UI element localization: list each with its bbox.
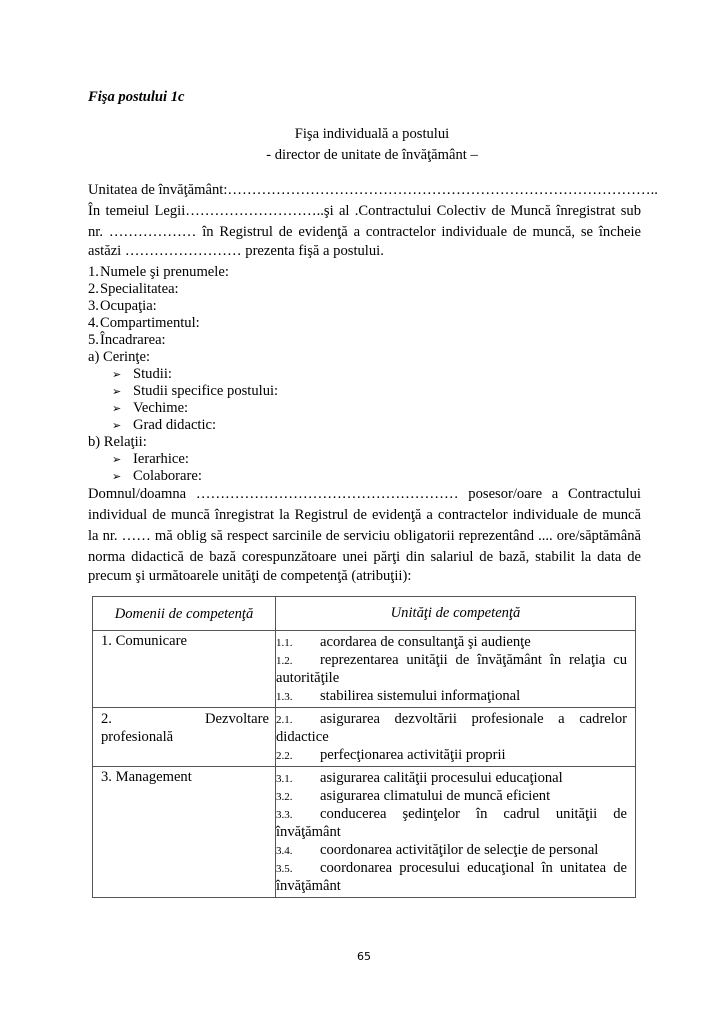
requirement-item: ➢ Studii: [112,366,172,382]
table-header-row [93,597,636,631]
relation-item: ➢ Colaborare: [112,468,202,484]
unit-item-continuation: didactice [276,729,329,745]
legal-basis-line-3: astăzi …………………… prezenta fişă a postului. [88,243,384,259]
unit-line: Unitatea de învăţământ:…………………………………………………………………………….. [88,182,658,198]
table-row [93,631,636,708]
field-department: 4.Compartimentul: [88,315,200,331]
form-title: Fişa individuală a postului [294,126,450,142]
header-domains: Domenii de competenţă [93,597,276,631]
declaration-line-2: individual de muncă înregistrat la Registrul de evidenţă a contractelor individuale de muncă [88,507,641,523]
relations-label: b) Relaţii: [88,434,147,450]
field-specialty: 2.Specialitatea: [88,281,179,297]
arrow-bullet-icon: ➢ [112,369,122,381]
field-occupation: 3.Ocupaţia: [88,298,157,314]
arrow-bullet-icon: ➢ [112,403,122,415]
unit-item: 1.3. stabilirea sistemului informaţional [276,688,521,704]
legal-basis-line-2: nr. ……………… în Registrul de evidenţă a contractelor individuale de muncă, se încheie [88,224,641,240]
unit-item: 1.2. reprezentarea unităţii de învăţământ în relaţia cu [276,652,627,668]
arrow-bullet-icon: ➢ [112,420,122,432]
declaration-line-1: Domnul/doamna ……………………………………………… posesor/oare a Contractului [88,486,641,502]
declaration-line-5: precum şi următoarele unităţi de competenţă (atribuţii): [88,568,412,584]
unit-item: 2.1. asigurarea dezvoltării profesionale a cadrelor [276,711,627,727]
relation-item: ➢ Ierarhice: [112,451,189,467]
requirements-label: a) Cerinţe: [88,349,150,365]
competency-table [92,596,636,898]
requirement-item: ➢ Vechime: [112,400,189,416]
unit-item: 3.1. asigurarea calităţii procesului educaţional [276,770,563,786]
arrow-bullet-icon: ➢ [112,454,122,466]
unit-item: 3.2. asigurarea climatului de muncă eficient [276,788,551,804]
unit-item-continuation: învăţământ [276,878,341,894]
unit-item-continuation: autorităţile [276,670,340,686]
arrow-bullet-icon: ➢ [112,471,122,483]
unit-item: 2.2. perfecţionarea activităţii proprii [276,747,506,763]
requirement-item: ➢ Grad didactic: [112,417,217,433]
domain-cell: 2. Dezvoltare profesională [93,708,276,767]
arrow-bullet-icon: ➢ [112,386,122,398]
table-row [93,767,636,898]
header-units: Unităţi de competenţă [276,597,636,631]
unit-item: 3.5. coordonarea procesului educaţional în unitatea de [276,860,627,876]
legal-basis-line-1: În temeiul Legii………………………..şi al .Contractului Colectiv de Muncă înregistrat sub [88,203,641,219]
domain-cell: 3. Management [93,767,276,898]
requirement-item: ➢ Studii specifice postului: [112,383,279,399]
domain-cell: 1. Comunicare [93,631,276,708]
unit-item-continuation: învăţământ [276,824,341,840]
field-employment: 5.Încadrarea: [88,332,166,348]
document-heading: Fişa postului 1c [88,89,185,105]
units-cell [276,708,636,767]
unit-item: 3.3. conducerea şedinţelor în cadrul unităţii de [276,806,627,822]
declaration-line-3: la nr. …… mă oblig să respect sarcinile de serviciu obligatorii reprezentând .... ore/săptămână [88,528,641,544]
page-number: 65 [357,950,371,963]
units-cell [276,767,636,898]
field-name: 1.Numele şi prenumele: [88,264,229,280]
declaration-line-4: norma didactică de bază corespunzătoare unei părţi din salariul de bază, stabilit la data de [88,549,641,565]
unit-item: 3.4. coordonarea activităţilor de selecţie de personal [276,842,599,858]
form-subtitle: - director de unitate de învăţământ – [266,147,478,163]
unit-item: 1.1. acordarea de consultanţă şi audienţe [276,634,531,650]
units-cell [276,631,636,708]
table-row [93,708,636,767]
